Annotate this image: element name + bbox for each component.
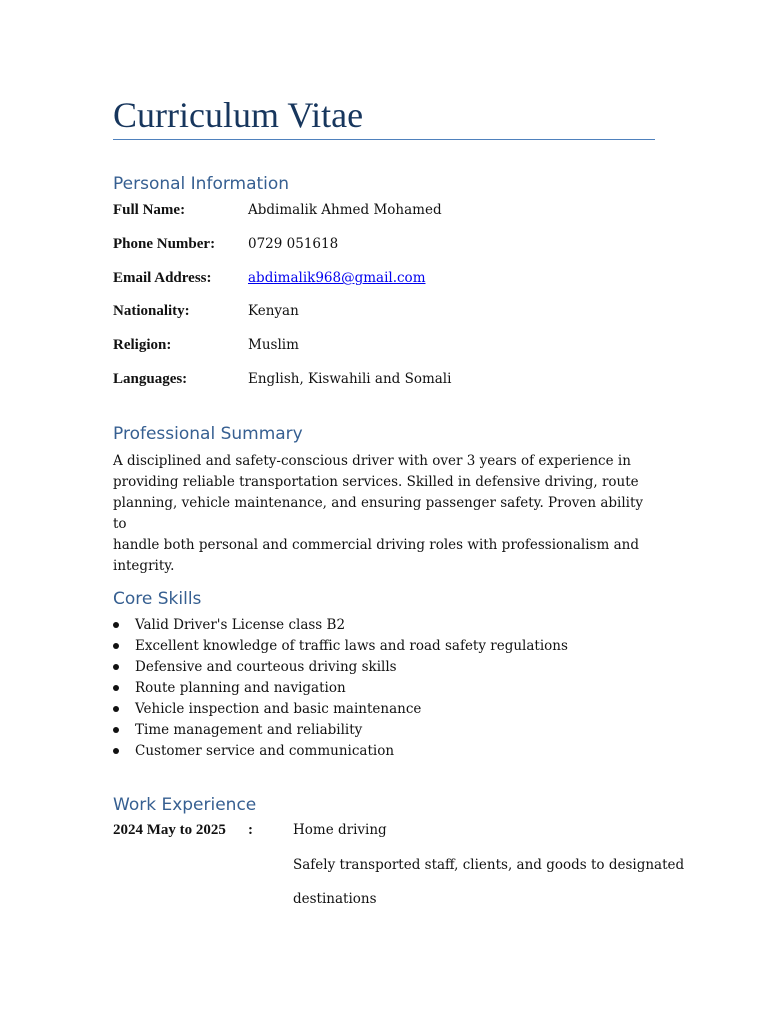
list-item	[113, 636, 655, 657]
skill-text: Valid Driver's License class B2	[135, 617, 346, 633]
work-description-line: Safely transported staff, clients, and goods to designated	[293, 857, 685, 873]
skill-text: Defensive and courteous driving skills	[135, 659, 397, 675]
document-title: Curriculum Vitae	[113, 95, 364, 135]
professional-summary-heading: Professional Summary	[113, 424, 303, 444]
work-experience-heading: Work Experience	[113, 795, 257, 815]
summary-line: handle both personal and commercial driving roles with professionalism and	[113, 537, 639, 553]
nationality-label: Nationality:	[113, 303, 190, 319]
email-address-label: Email Address:	[113, 270, 212, 286]
languages-row	[113, 369, 655, 389]
religion-row	[113, 335, 655, 355]
skill-text: Time management and reliability	[135, 722, 363, 738]
work-period-separator: :	[248, 822, 253, 838]
nationality-value: Kenyan	[248, 303, 299, 319]
work-period	[113, 820, 226, 840]
religion-value: Muslim	[248, 337, 299, 353]
full-name-label: Full Name:	[113, 202, 186, 218]
skill-text: Vehicle inspection and basic maintenance	[135, 701, 422, 717]
list-item	[113, 699, 655, 720]
list-item	[113, 678, 655, 699]
summary-line: planning, vehicle maintenance, and ensuring passenger safety. Proven ability to	[113, 495, 644, 532]
list-item	[113, 657, 655, 678]
work-period-dates: 2024 May to 2025	[113, 822, 226, 838]
work-description-line: destinations	[293, 891, 377, 907]
bullet-icon	[113, 664, 119, 670]
religion-label: Religion:	[113, 337, 172, 353]
list-item	[113, 720, 655, 741]
bullet-icon	[113, 706, 119, 712]
list-item	[113, 615, 655, 636]
languages-label: Languages:	[113, 371, 188, 387]
full-name-value: Abdimalik Ahmed Mohamed	[248, 202, 442, 218]
core-skills-list	[113, 615, 655, 762]
summary-line: integrity.	[113, 558, 175, 574]
phone-number-row	[113, 234, 655, 254]
bullet-icon	[113, 643, 119, 649]
languages-value: English, Kiswahili and Somali	[248, 371, 452, 387]
bullet-icon	[113, 685, 119, 691]
skill-text: Customer service and communication	[135, 743, 395, 759]
skill-text: Excellent knowledge of traffic laws and road safety regulations	[135, 638, 568, 654]
nationality-row	[113, 301, 655, 321]
email-address-link[interactable]: abdimalik968@gmail.com	[248, 270, 426, 286]
full-name-row	[113, 200, 655, 220]
core-skills-heading: Core Skills	[113, 589, 202, 609]
bullet-icon	[113, 727, 119, 733]
list-item	[113, 741, 655, 762]
personal-information-heading: Personal Information	[113, 174, 290, 194]
title-underline-divider	[113, 139, 655, 140]
skill-text: Route planning and navigation	[135, 680, 346, 696]
phone-number-label: Phone Number:	[113, 236, 216, 252]
phone-number-value: 0729 051618	[248, 236, 339, 252]
bullet-icon	[113, 622, 119, 628]
summary-line: A disciplined and safety-conscious driver with over 3 years of experience in	[113, 453, 631, 469]
summary-line: providing reliable transportation services. Skilled in defensive driving, route	[113, 474, 639, 490]
work-role: Home driving	[293, 822, 387, 838]
bullet-icon	[113, 748, 119, 754]
email-address-row	[113, 268, 655, 288]
professional-summary-text	[113, 451, 655, 577]
